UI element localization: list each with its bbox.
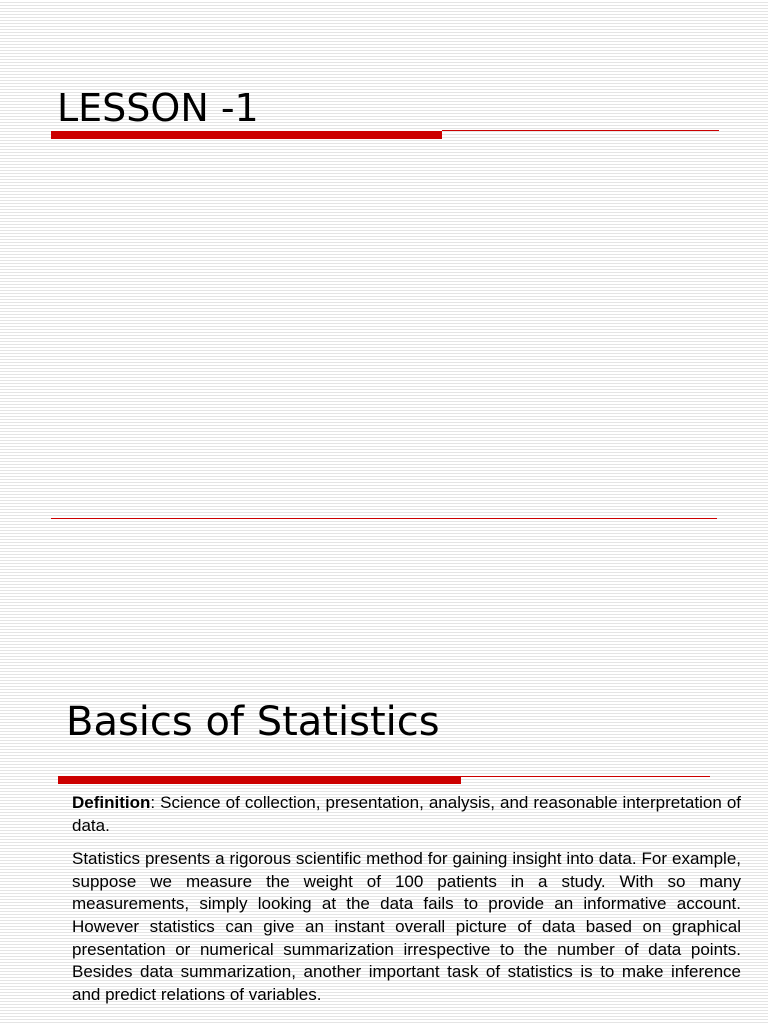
title-underline-thick — [58, 776, 461, 784]
title-underline-thin — [442, 130, 719, 131]
body-paragraph: Statistics presents a rigorous scientific method for gaining insight into data. For example, suppose we measure the weight of 100 patients in a study. With so many measurements, simply looking at the data fails to provide an informative account. However statistics can give an instant overall picture of data based on graphical presentation or numerical summarization irrespective to the number of data points. Besides data summarization, another important task of statistics is to make inference and predict relations of variables. — [72, 849, 741, 1004]
slide-body — [72, 792, 741, 1006]
title-underline-thick — [51, 131, 442, 139]
definition-paragraph — [72, 792, 741, 837]
title-underline-thin — [461, 776, 710, 777]
definition-term: Definition — [72, 793, 151, 812]
slide-basics-of-statistics — [0, 512, 768, 1024]
slide-title: LESSON -1 — [57, 86, 259, 130]
definition-text: : Science of collection, presentation, analysis, and reasonable interpretation of data. — [72, 793, 741, 835]
slide-title: Basics of Statistics — [66, 699, 440, 745]
